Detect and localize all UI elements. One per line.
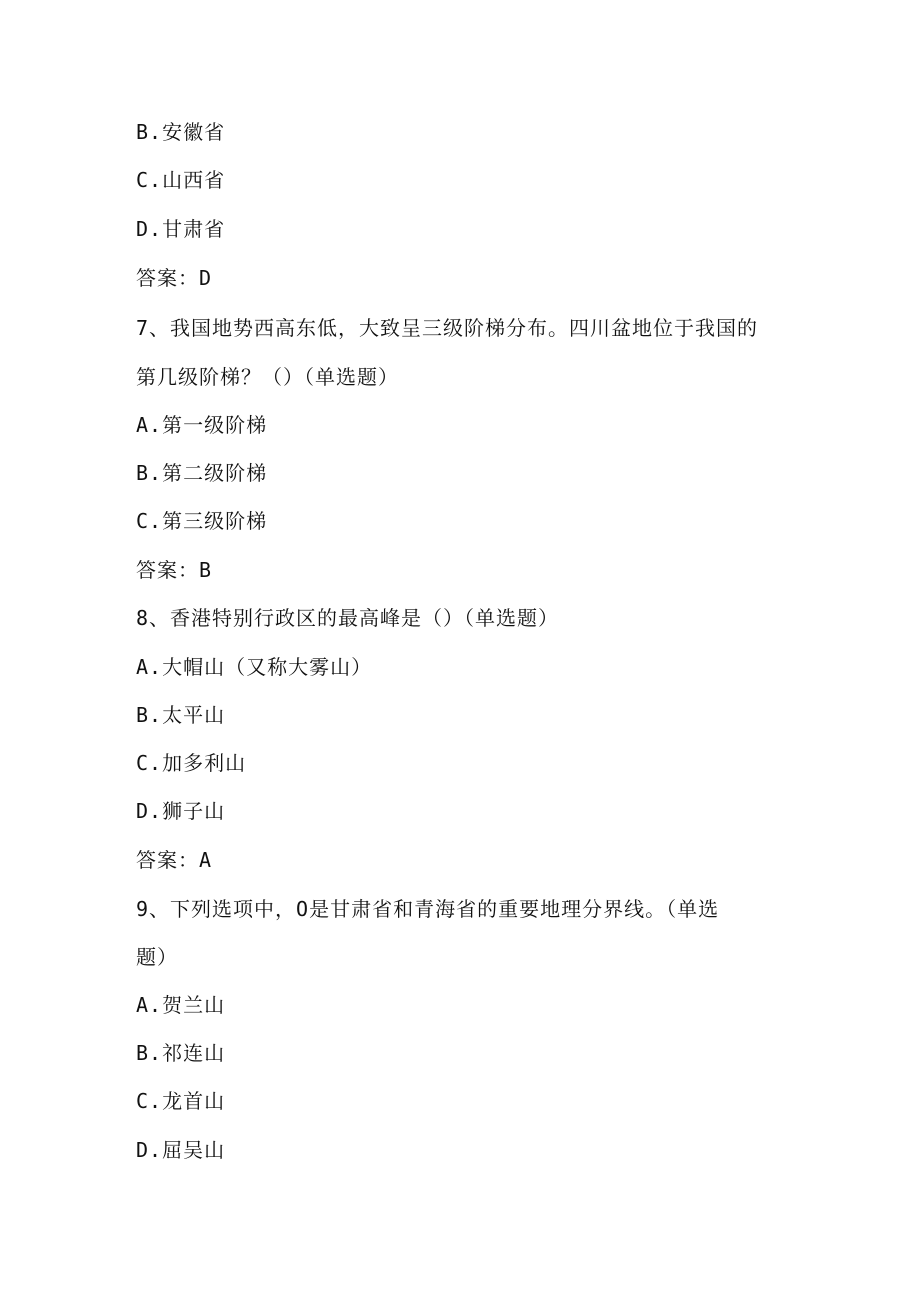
q6-option-b: B.安徽省 — [136, 120, 226, 144]
q8-option-c: C.加多利山 — [136, 751, 247, 775]
q9-option-c: C.龙首山 — [136, 1089, 226, 1113]
q7-option-a: A.第一级阶梯 — [136, 413, 268, 437]
q6-option-c: C.山西省 — [136, 168, 226, 192]
q7-question-line-1: 7、我国地势西高东低，大致呈三级阶梯分布。四川盆地位于我国的 — [136, 316, 759, 340]
q9-option-a: A.贺兰山 — [136, 993, 226, 1017]
q7-answer: 答案：B — [136, 558, 213, 582]
q7-option-c: C.第三级阶梯 — [136, 509, 268, 533]
q7-option-b: B.第二级阶梯 — [136, 461, 268, 485]
q8-option-b: B.太平山 — [136, 703, 226, 727]
q9-question-line-1: 9、下列选项中，O是甘肃省和青海省的重要地理分界线。（单选 — [136, 897, 720, 921]
q8-option-a: A.大帽山（又称大雾山） — [136, 655, 373, 679]
q9-option-d: D.屈吴山 — [136, 1138, 226, 1162]
q9-question-line-2: 题） — [136, 945, 178, 969]
q7-question-line-2: 第几级阶梯？（）（单选题） — [136, 365, 399, 389]
q8-option-d: D.狮子山 — [136, 799, 226, 823]
q6-answer: 答案：D — [136, 266, 213, 290]
q6-option-d: D.甘肃省 — [136, 217, 226, 241]
q8-answer: 答案：A — [136, 848, 213, 872]
q9-option-b: B.祁连山 — [136, 1041, 226, 1065]
q8-question: 8、香港特别行政区的最高峰是（）（单选题） — [136, 606, 560, 630]
